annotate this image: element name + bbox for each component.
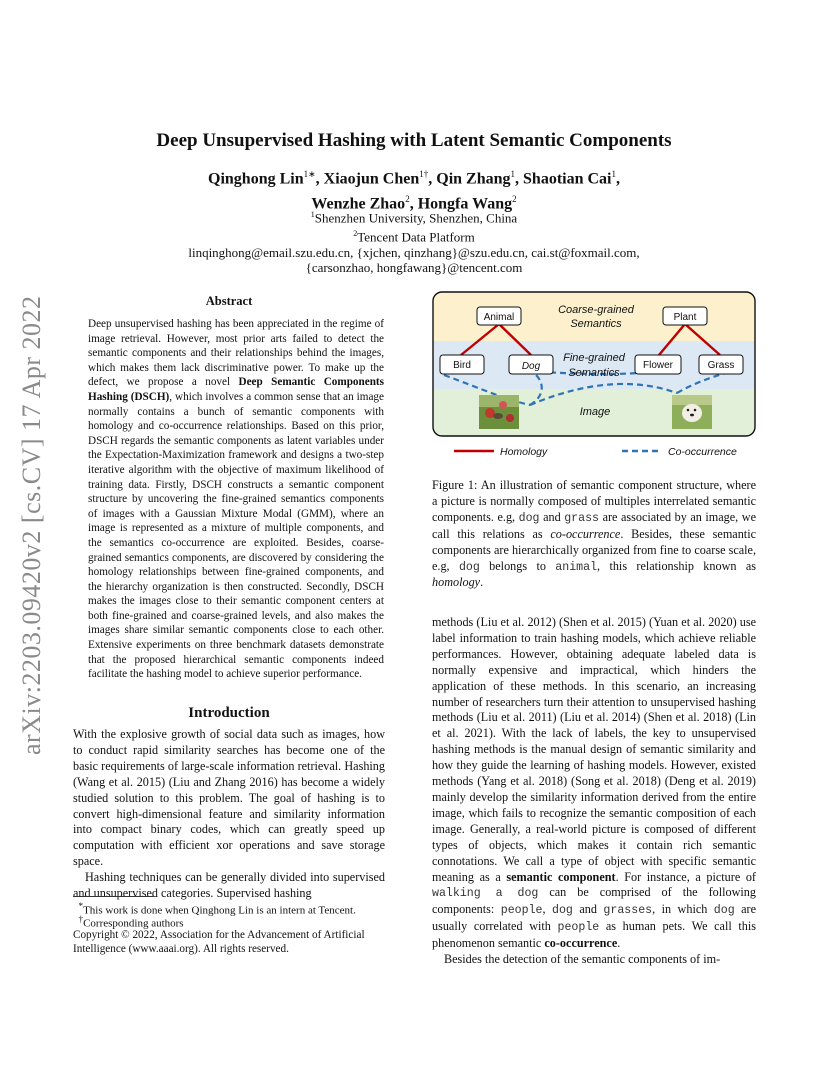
legend-homology-label: Homology — [500, 446, 548, 458]
abstract-body: Deep unsupervised hashing has been appreciated in the regime of image retrieval. However, most prior arts failed to detect the semantic components and their relationships behind the images, which makes them lack discriminative power. To make up the defect, we propose a novel Deep Semantic Components Hashing (DSCH), which involves a common sense that an image normally contains a bunch of semantic components with homology and co-occurrence relationships. Based on this prior, DSCH regards the semantic components as latent variables under the Expectation-Maximization framework and designs a two-step iterative algorithm with the objective of maximum likelihood of training data. Firstly, DSCH constructs a semantic component structure by uncovering the fine-grained semantics components of images with a Gaussian Mixture Modal (GMM), where an image is represented as a mixture of multiple components, and the semantics co-occurrence are exploited. Besides, coarse-grained semantics components, are discovered by considering the homology relationships between fine-grained components, and the hierarchy organization is then constructed. Secondly, DSCH makes the images close to their semantic component centers at both fine-grained and coarse-grained levels, and also makes the images share similar semantic components close to each other. Extensive experiments on three benchmark datasets demonstrate that the proposed hierarchical semantic components indeed facilitate the hashing model to achieve superior performance. — [88, 318, 385, 681]
author-name: Qin Zhang — [436, 170, 511, 188]
svg-text:Grass: Grass — [707, 360, 735, 371]
semantic-structure-figure — [432, 291, 756, 469]
author-name: Xiaojun Chen — [323, 170, 420, 188]
author-mark: 2 — [405, 194, 410, 205]
affiliation-1: $^1$Shenzhen University, Shenzhen, China — [310, 210, 518, 226]
author-mark: 1 — [611, 169, 616, 179]
emails-line-2: {carsonzhao, hongfawang}@tencent.com — [305, 260, 523, 276]
author-mark: 2 — [512, 194, 517, 205]
copyright-notice: Copyright © 2022, Association for the Advancement of Artificial Intelligence (www.aaai.org). All rights reserved. — [73, 929, 365, 955]
legend — [454, 446, 737, 458]
svg-text:Bird: Bird — [453, 360, 471, 371]
photo-dog-grass — [672, 395, 712, 429]
author-line-2: Wenzhe Zhao$^2$, Hongfa Wang$^2$ — [311, 194, 517, 213]
node-flower — [635, 355, 681, 374]
svg-text:Flower: Flower — [642, 360, 674, 371]
node-grass — [699, 355, 743, 374]
photo-bird-flower — [479, 395, 519, 429]
coarse-label: Coarse-grained — [558, 304, 634, 316]
svg-text:Dog: Dog — [521, 361, 541, 372]
legend-cooccurrence-label: Co-occurrence — [668, 446, 737, 458]
abstract-heading: Abstract — [205, 294, 253, 308]
author-mark: 1† — [419, 169, 429, 179]
introduction-body — [73, 727, 385, 902]
introduction-heading: Introduction — [188, 705, 270, 721]
footnote-1: *This work is done when Qinghong Lin is an intern at Tencent. — [78, 901, 356, 917]
author-mark: 1 — [510, 169, 516, 179]
footnote-rule — [73, 896, 153, 897]
method-name: Deep Semantic Components Hashing (DSCH) — [88, 376, 385, 403]
affiliations — [100, 207, 728, 276]
paper-title: Deep Unsupervised Hashing with Latent Semantic Components — [156, 130, 672, 151]
right-paragraph-1: methods (Liu et al. 2012) (Shen et al. 2015) (Yuan et al. 2020) use label information to train hashing models, which achieve reliable performances. However, obtaining adequate labeled data is normally expensive and impractical, which hinders the application of these methods. In this scenario, an increasing number of researchers turn their attention to unsupervised hashing methods (Liu et al. 2011) (Liu et al. 2014) (Shen et al. 2018) (Lin et al. 2021). With the lack of labels, the key to unsupervised hashing methods is the manual design of semantic similarity and how they guide the learning of hashing models. However, existed methods (Yang et al. 2018) (Song et al. 2018) (Deng et al. 2019) mainly develop the similarity information derived from the entire image, which fails to recognize the semantic composition of each image. Generally, a real-world picture is composed of different types of objects, which makes it contain rich semantic connotations. We call a type of object with specific semantic meaning as a semantic component. For instance, a picture of walking a dog can be comprised of the following components: people, dog and grasses, in which dog are usually correlated with people as human pets. We call this phenomenon semantic co-occurrence. — [432, 615, 757, 951]
svg-text:Plant: Plant — [673, 312, 697, 323]
arxiv-identifier: arXiv:2203.09420v2 [cs.CV] 17 Apr 2022 — [17, 295, 46, 755]
author-name: Shaotian Cai — [523, 170, 612, 188]
intro-paragraph-2: Hashing techniques can be generally divided into supervised and unsupervised categories. Supervised hashing — [73, 870, 385, 901]
image-label: Image — [579, 406, 611, 418]
node-dog — [509, 355, 553, 374]
right-column-body — [432, 615, 756, 968]
node-plant — [663, 307, 707, 325]
emails-line-1: linqinghong@email.szu.edu.cn, {xjchen, qinzhang}@szu.edu.cn, cai.st@foxmail.com, — [188, 244, 640, 260]
fine-label-2: Semantics — [568, 367, 620, 379]
right-paragraph-2: Besides the detection of the semantic components of im- — [444, 952, 721, 967]
author-mark: 1∗ — [303, 169, 316, 179]
author-line-1: Qinghong Lin$^{1∗}$, Xiaojun Chen$^{1\dagger}$, Qin Zhang$^1$, Shaotian Cai$^1$, — [208, 169, 620, 188]
svg-text:Animal: Animal — [483, 312, 515, 323]
author-name: Wenzhe Zhao — [311, 195, 406, 213]
fine-label: Fine-grained — [563, 352, 625, 364]
author-name: Qinghong Lin — [208, 170, 304, 188]
coarse-label-2: Semantics — [570, 318, 622, 330]
figure-caption: Figure 1: An illustration of semantic component structure, where a picture is normally composed of multiples interrelated semantic components. e.g, dog and grass are associated by an image, we call this relations as co-occurrence. Besides, these semantic components are hierarchically organized from fine to coarse scale, e.g, dog belongs to animal, this relationship known as homology. — [432, 478, 756, 590]
node-bird — [440, 355, 484, 374]
affiliation-2: $^2$Tencent Data Platform — [353, 228, 475, 245]
node-animal — [477, 307, 521, 325]
footnote-2: †Corresponding authors — [78, 914, 184, 930]
author-name: Hongfa Wang — [417, 195, 513, 213]
intro-paragraph-1: With the explosive growth of social data such as images, how to conduct rapid similarity searches has become one of the basic requirements of large-scale information retrieval. Hashing (Wang et al. 2015) (Liu and Zhang 2016) has become a widely studied solution to this problem. The goal of hashing is to convert high-dimensional feature and similarity information into compact binary codes, which can greatly speed up computation with efficient xor operations and save storage space. — [73, 727, 385, 869]
